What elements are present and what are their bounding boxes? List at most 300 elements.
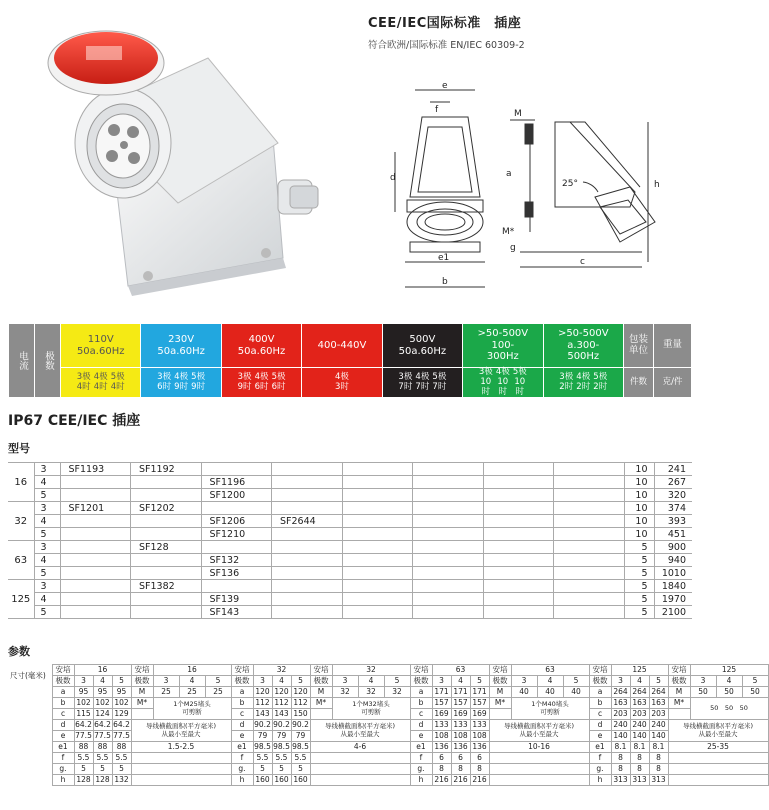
pole-value: 5	[649, 676, 668, 687]
band-header-current: 电流	[9, 324, 35, 398]
model-cell	[483, 541, 554, 554]
model-cell: SF132	[201, 554, 272, 567]
wire-section-note: 导线横截面积(平方毫米) 从最小至最大	[310, 720, 410, 742]
weight-cell: 900	[654, 541, 692, 554]
voltage-50-500v-100hz: >50-500V 100- 300Hz	[463, 324, 543, 368]
blank-cell	[310, 753, 410, 764]
dimension-value: 5.5	[93, 753, 112, 764]
pole-value: 3	[511, 676, 537, 687]
row-spacer	[8, 764, 52, 775]
model-cell	[554, 502, 625, 515]
wire-section-note: 导线横截面积(平方毫米) 从最小至最大	[489, 720, 589, 742]
pin-config: 4极 2时	[576, 371, 591, 392]
dimension-value: 5.5	[253, 753, 272, 764]
dimension-key: e	[231, 731, 253, 742]
pin-config: 5极 2时	[593, 371, 608, 392]
pin-config: 3极 10时	[478, 367, 493, 397]
dimension-key: e1	[52, 742, 74, 753]
dimension-value: 95	[112, 687, 131, 698]
dimension-value: 264	[649, 687, 668, 698]
weight-cell: 451	[654, 528, 692, 541]
pins-50-500v-100hz	[463, 368, 543, 398]
pin-config: 4极 10时	[495, 367, 510, 397]
dimension-value: 64.2	[94, 720, 111, 730]
pack-count-cell: 10	[624, 463, 654, 476]
dimension-key: a	[52, 687, 74, 698]
pin-config: 5极 10时	[512, 367, 527, 397]
ampere-cell: 125	[8, 580, 34, 619]
model-cell: SF139	[201, 593, 272, 606]
dimension-value: 157	[451, 698, 470, 709]
row-spacer	[8, 753, 52, 764]
voltage-400-440v: 400-440V	[302, 324, 382, 368]
dimension-value: 112	[253, 698, 272, 709]
dimension-value: 163	[611, 698, 630, 709]
row-spacer	[8, 698, 52, 709]
model-cell	[554, 541, 625, 554]
table-row	[8, 463, 692, 476]
model-cell	[483, 593, 554, 606]
dimension-value: 8	[451, 764, 470, 775]
ampere-label: 安培	[310, 665, 332, 676]
dim-a-label: a	[506, 169, 512, 179]
model-cell	[201, 502, 272, 515]
dimension-key: c	[410, 709, 432, 720]
model-cell: SF128	[131, 541, 202, 554]
dimension-value: 102	[93, 698, 112, 709]
dimension-key: e1	[231, 742, 253, 753]
dimension-value: 128	[93, 775, 112, 786]
socket-product-illustration	[28, 18, 328, 308]
model-cell	[483, 567, 554, 580]
model-cell	[60, 476, 131, 489]
weight-cell: 1970	[654, 593, 692, 606]
model-cell	[413, 593, 484, 606]
m-value: 32	[384, 687, 410, 698]
model-cell	[272, 502, 343, 515]
pin-config: 5极 4时	[110, 371, 125, 392]
mstar-key: M*	[668, 698, 690, 709]
dimension-value: 8	[630, 753, 649, 764]
pole-label: 极数	[231, 676, 253, 687]
pin-config: 4极 4时	[93, 371, 108, 392]
model-cell	[131, 515, 202, 528]
dimension-value: 6	[470, 753, 489, 764]
table-row	[8, 753, 768, 764]
blank-cell	[668, 753, 768, 764]
model-cell	[554, 567, 625, 580]
dimension-value: 88	[74, 742, 93, 753]
model-cell	[60, 567, 131, 580]
dimension-value: 203	[649, 709, 668, 720]
dimension-value: 64.2	[113, 720, 130, 730]
dim-d-label: d	[390, 173, 396, 183]
dimension-value: 120	[272, 687, 291, 698]
table-row	[8, 593, 692, 606]
model-cell	[272, 580, 343, 593]
model-cell	[272, 463, 343, 476]
table-row	[8, 502, 692, 515]
row-spacer	[8, 742, 52, 753]
dimension-key: e1	[410, 742, 432, 753]
weight-cell: 1840	[654, 580, 692, 593]
model-cell	[413, 528, 484, 541]
dimension-value: 102	[112, 698, 131, 709]
dimension-value: 171	[470, 687, 489, 698]
params-header-ampere	[8, 665, 768, 676]
pin-config: 4极 3时	[335, 371, 349, 392]
model-cell	[554, 593, 625, 606]
pins-400-440v	[302, 368, 382, 398]
pole-cell: 3	[34, 580, 60, 593]
m-key: M	[489, 687, 511, 698]
dimension-value: 8	[649, 764, 668, 775]
voltage-400v: 400V 50a.60Hz	[221, 324, 301, 368]
dimension-key: e	[52, 731, 74, 742]
model-cell	[342, 515, 413, 528]
pole-value: 3	[611, 676, 630, 687]
model-cell	[342, 463, 413, 476]
model-cell	[60, 606, 131, 619]
wire-section-range: 4-6	[310, 742, 410, 753]
model-cell	[342, 476, 413, 489]
model-cell	[554, 463, 625, 476]
model-cell	[342, 567, 413, 580]
band-header-poles: 极数	[35, 324, 61, 398]
table-row	[8, 687, 768, 698]
voltage-50-500v-300hz: >50-500V a.300- 500Hz	[543, 324, 623, 368]
pole-label: 极数	[52, 676, 74, 687]
ampere-value: 63	[511, 665, 589, 676]
dimension-key: d	[589, 720, 611, 731]
dimension-value: 77.5	[94, 731, 111, 741]
model-cell	[342, 528, 413, 541]
dimension-value: 120	[291, 687, 310, 698]
pole-cell: 4	[34, 593, 60, 606]
dimension-value: 5.5	[272, 753, 291, 764]
dim-h-label: h	[654, 180, 660, 190]
dimension-value: 133	[451, 720, 470, 731]
dimension-key: h	[52, 775, 74, 786]
dimension-value: 143	[253, 709, 272, 720]
pole-cell: 3	[34, 541, 60, 554]
dimension-value: 8	[630, 764, 649, 775]
pack-count-cell: 5	[624, 554, 654, 567]
dimension-key: b	[231, 698, 253, 709]
model-cell: SF2644	[272, 515, 343, 528]
pole-label: 极数	[668, 676, 690, 687]
dimension-key: d	[52, 720, 74, 731]
pins-110v	[61, 368, 141, 398]
pole-cell: 3	[34, 463, 60, 476]
table-row	[8, 698, 768, 709]
dimension-value: 160	[253, 775, 272, 786]
dim-g-label: g	[510, 243, 516, 253]
table-row	[8, 476, 692, 489]
m-value: 25	[153, 687, 179, 698]
model-cell	[342, 580, 413, 593]
dimension-value: 90.2	[254, 720, 271, 730]
ampere-cell: 32	[8, 502, 34, 541]
voltage-110v: 110V 50a.60Hz	[61, 324, 141, 368]
model-cell	[413, 606, 484, 619]
band-header-count: 件数	[624, 368, 654, 398]
model-cell	[413, 515, 484, 528]
dimension-value: 98.5	[292, 742, 309, 752]
dimension-value: 240	[611, 720, 630, 731]
ampere-value: 16	[74, 665, 131, 676]
band-header-weight: 重量	[654, 324, 692, 368]
dimension-value: 98.5	[273, 742, 290, 752]
m-value: 50	[716, 687, 742, 698]
model-cell	[483, 476, 554, 489]
row-spacer	[8, 720, 52, 731]
blank-cell	[131, 764, 231, 775]
model-cell	[342, 489, 413, 502]
dimension-key: h	[589, 775, 611, 786]
dimension-value: 108	[432, 731, 451, 742]
model-cell	[413, 541, 484, 554]
pole-value: 4	[272, 676, 291, 687]
model-cell	[272, 554, 343, 567]
dimension-key: f	[589, 753, 611, 764]
dimension-key: e1	[589, 742, 611, 753]
pin-config: 4极 7时	[415, 371, 430, 392]
blank-cell	[489, 709, 511, 720]
voltage-color-band	[8, 323, 692, 397]
weight-cell: 2100	[654, 606, 692, 619]
dimension-value: 77.5	[75, 731, 92, 741]
pole-cell: 5	[34, 567, 60, 580]
dimension-key: a	[589, 687, 611, 698]
pins-230v	[141, 368, 221, 398]
dimension-value: 160	[291, 775, 310, 786]
pole-value: 5	[742, 676, 768, 687]
model-cell	[483, 554, 554, 567]
dim-e1-label: e1	[438, 253, 450, 263]
dimension-value: 140	[611, 731, 630, 742]
weight-cell: 374	[654, 502, 692, 515]
pin-config: 5极 9时	[191, 371, 206, 392]
mstar-key: M*	[131, 698, 153, 709]
blank-cell	[131, 709, 153, 720]
dimension-value: 108	[470, 731, 489, 742]
pole-label: 极数	[589, 676, 611, 687]
header	[368, 12, 525, 51]
dimension-value: 160	[272, 775, 291, 786]
blank-cell	[489, 764, 589, 775]
ampere-label: 安培	[410, 665, 432, 676]
dimension-value: 8	[611, 753, 630, 764]
ampere-label: 安培	[589, 665, 611, 676]
pole-value: 5	[470, 676, 489, 687]
model-cell	[413, 580, 484, 593]
dimension-value: 140	[630, 731, 649, 742]
table-row	[8, 775, 768, 786]
model-cell	[60, 489, 131, 502]
blank-cell	[131, 775, 231, 786]
dimension-value: 64.2	[75, 720, 92, 730]
dimension-value: 136	[451, 742, 470, 753]
model-cell	[272, 606, 343, 619]
dimension-value: 133	[470, 720, 489, 731]
pole-value: 3	[332, 676, 358, 687]
pack-count-cell: 10	[624, 515, 654, 528]
model-cell	[413, 463, 484, 476]
m-value: 40	[563, 687, 589, 698]
model-cell: SF143	[201, 606, 272, 619]
dimension-value: 313	[630, 775, 649, 786]
pack-count-cell: 5	[624, 580, 654, 593]
pin-config: 4极 9时	[174, 371, 189, 392]
dimension-value: 129	[112, 709, 131, 720]
dimension-value: 171	[432, 687, 451, 698]
dimension-key: a	[410, 687, 432, 698]
dimension-key: b	[410, 698, 432, 709]
model-cell: SF1382	[131, 580, 202, 593]
dimension-value: 5	[74, 764, 93, 775]
dimension-value: 8	[432, 764, 451, 775]
pole-value: 5	[384, 676, 410, 687]
dimension-value: 90.2	[273, 720, 290, 730]
dimension-value: 264	[630, 687, 649, 698]
model-cell: SF1202	[131, 502, 202, 515]
model-cell	[60, 528, 131, 541]
dimension-key: g.	[231, 764, 253, 775]
pole-label: 极数	[131, 676, 153, 687]
dimension-value: 95	[93, 687, 112, 698]
dimension-value: 5	[253, 764, 272, 775]
page-title: CEE/IEC国际标准 插座	[368, 16, 522, 31]
dimension-value: 79	[291, 731, 310, 742]
params-header-poles	[8, 676, 768, 687]
blank-cell	[310, 764, 410, 775]
model-cell	[554, 554, 625, 567]
pole-value: 5	[205, 676, 231, 687]
weight-cell: 320	[654, 489, 692, 502]
table-row	[8, 567, 692, 580]
dim-b-label: b	[442, 277, 448, 287]
wire-section-note: 导线横截面积(平方毫米) 从最小至最大	[131, 720, 231, 742]
table-row	[8, 489, 692, 502]
model-cell	[554, 606, 625, 619]
ampere-value: 125	[611, 665, 668, 676]
dimension-value: 6	[432, 753, 451, 764]
model-cell	[131, 489, 202, 502]
model-cell	[131, 554, 202, 567]
dimension-value: 140	[649, 731, 668, 742]
pack-count-cell: 5	[624, 606, 654, 619]
m-key: M	[310, 687, 332, 698]
mstar-key: M*	[489, 698, 511, 709]
pole-value: 4	[716, 676, 742, 687]
dim-c-label: c	[580, 257, 585, 267]
pole-value: 5	[563, 676, 589, 687]
ampere-value: 32	[332, 665, 410, 676]
dimension-value: 216	[470, 775, 489, 786]
dimension-value: 120	[253, 687, 272, 698]
dimension-value: 115	[74, 709, 93, 720]
dimension-value: 124	[93, 709, 112, 720]
model-cell: SF1200	[201, 489, 272, 502]
pack-count-cell: 5	[624, 567, 654, 580]
ampere-cell: 16	[8, 463, 34, 502]
pack-count-cell: 5	[624, 541, 654, 554]
pack-count-cell: 10	[624, 502, 654, 515]
dimension-value: 216	[451, 775, 470, 786]
dimension-value: 163	[649, 698, 668, 709]
dimension-key: e	[410, 731, 432, 742]
table-row	[8, 580, 692, 593]
model-cell	[554, 580, 625, 593]
model-cell	[483, 489, 554, 502]
dimension-value: 5	[112, 764, 131, 775]
table-row	[8, 541, 692, 554]
dim-m-label: M	[514, 109, 522, 119]
pole-value: 4	[358, 676, 384, 687]
blank-cell	[668, 709, 690, 720]
dimension-value: 157	[470, 698, 489, 709]
model-cell	[483, 463, 554, 476]
pin-config: 3极 4时	[76, 371, 91, 392]
pack-count-cell: 5	[624, 593, 654, 606]
dimension-value: 133	[432, 720, 451, 731]
dimension-key: d	[231, 720, 253, 731]
dimension-value: 8.1	[630, 742, 649, 753]
row-spacer	[8, 709, 52, 720]
model-cell: SF136	[201, 567, 272, 580]
dimension-key: d	[410, 720, 432, 731]
dimension-key: c	[231, 709, 253, 720]
table-row	[8, 764, 768, 775]
params-title: 参数	[8, 645, 30, 658]
model-cell	[272, 489, 343, 502]
dimension-value: 77.5	[113, 731, 130, 741]
pack-count-cell: 10	[624, 528, 654, 541]
dimension-value: 5	[93, 764, 112, 775]
dimension-value: 264	[611, 687, 630, 698]
dimension-key: b	[589, 698, 611, 709]
weight-cell: 393	[654, 515, 692, 528]
pin-config: 5极 6时	[271, 371, 286, 392]
model-cell	[201, 541, 272, 554]
dimension-value: 8	[611, 764, 630, 775]
dimension-value: 216	[432, 775, 451, 786]
dimension-value: 150	[291, 709, 310, 720]
model-cell	[131, 606, 202, 619]
dimension-value: 8	[649, 753, 668, 764]
mstar-key: M*	[310, 698, 332, 709]
dimension-value: 5	[291, 764, 310, 775]
pack-count-cell: 10	[624, 489, 654, 502]
model-cell	[413, 476, 484, 489]
model-cell	[60, 580, 131, 593]
row-spacer	[8, 731, 52, 742]
wire-section-note: 导线横截面积(平方毫米) 从最小至最大	[668, 720, 768, 742]
model-cell	[342, 502, 413, 515]
pole-value: 3	[432, 676, 451, 687]
ampere-label: 安培	[489, 665, 511, 676]
pins-50-500v-300hz	[543, 368, 623, 398]
m-value: 50	[690, 687, 716, 698]
dimension-value: 157	[432, 698, 451, 709]
table-row	[8, 742, 768, 753]
row-spacer	[8, 687, 52, 698]
model-cell	[342, 541, 413, 554]
model-cell	[554, 528, 625, 541]
table-row	[8, 528, 692, 541]
dimension-key: c	[52, 709, 74, 720]
